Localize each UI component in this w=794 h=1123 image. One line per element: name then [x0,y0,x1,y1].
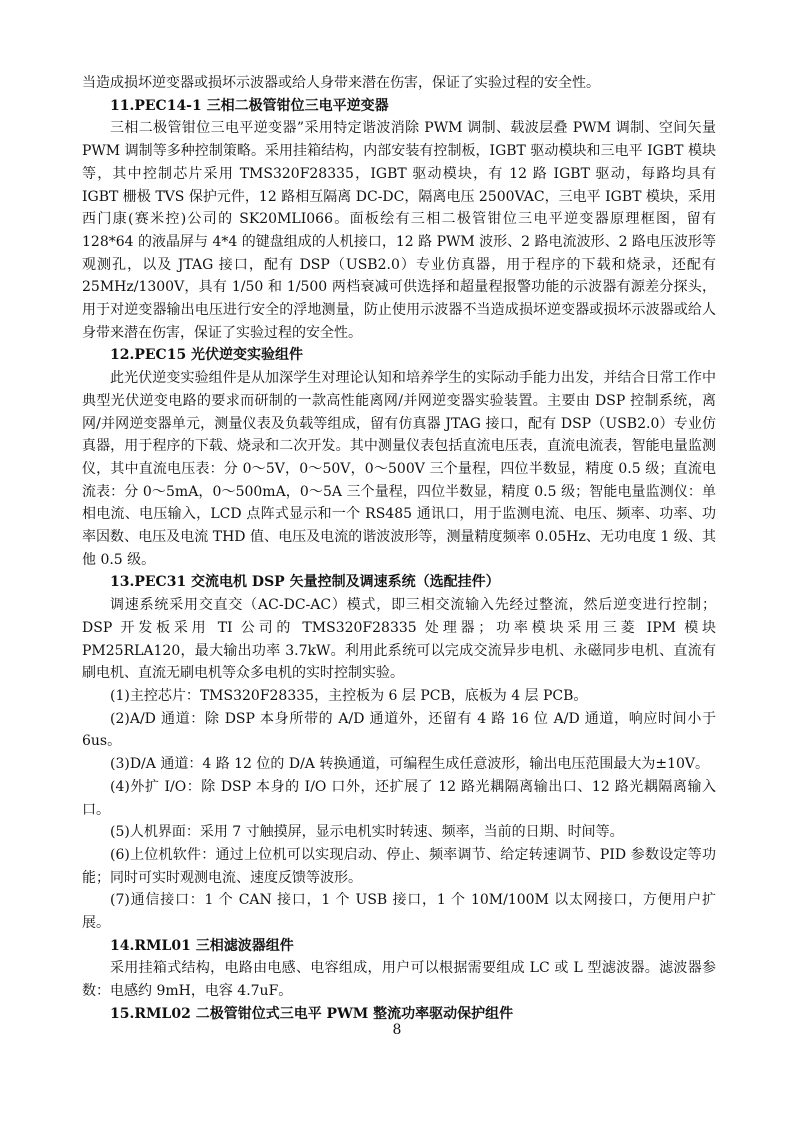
section-11-paragraph: 三相二极管钳位三电平逆变器”采用特定谐波消除 PWM 调制、载波层叠 PWM 调制、空间矢量 PWM 调制等多种控制策略。采用挂箱结构，内部安装有控制板，IGBT 驱动模块和三电平 IGBT 模块等，其中控制芯片采用 TMS320F28335，IGBT 驱动模块，有 12 路 IGBT 驱动，每路均具有 IGBT 栅极 TVS 保护元件，12 路相互隔离 DC-DC，隔离电压 2500VAC，三电平 IGBT 模块，采用西门康(赛米控)公司的 SK20MLI066。面板绘有三相二极管钳位三电平逆变器原理框图，留有 128*64 的液晶屏与 4*4 的键盘组成的人机接口，12 路 PWM 波形、2 路电流波形、2 路电压波形等观测孔，以及 JTAG 接口，配有 DSP（USB2.0）专业仿真器，用于程序的下载和烧录，还配有 25MHz/1300V，具有 1/50 和 1/500 两档衰减可供选择和超量程报警功能的示波器有源差分探头，用于对逆变器输出电压进行安全的浮地测量，防止使用示波器不当造成损坏逆变器或损坏示波器或给人身带来潜在伤害，保证了实验过程的安全性。 [82,120,716,341]
section-13-paragraph: 调速系统采用交直交（AC-DC-AC）模式，即三相交流输入先经过整流，然后逆变进行控制；DSP 开发板采用 TI 公司的 TMS320F28335 处理器；功率模块采用三菱 IPM 模块 PM25RLA120，最大输出功率 3.7kW。利用此系统可以完成交流异步电机、永磁同步电机、直流有刷电机、直流无刷电机等众多电机的实时控制实验。 [82,597,716,682]
section-14-heading: 14.RML01 三相滤波器组件 [110,937,294,954]
section-13-item-4: (4)外扩 I/O：除 DSP 本身的 I/O 口外，还扩展了 12 路光耦隔离输出口、12 路光耦隔离输入口。 [82,778,716,818]
document-body [82,72,716,1026]
section-13-item-5: (5)人机界面：采用 7 寸触摸屏，显示电机实时转速、频率，当前的日期、时间等。 [110,824,624,841]
section-13-item-3: (3)D/A 通道：4 路 12 位的 D/A 转换通道，可编程生成任意波形，输出电压范围最大为±10V。 [110,756,710,773]
section-13-heading: 13.PEC31 交流电机 DSP 矢量控制及调速系统（选配挂件） [110,574,500,591]
section-13-item-1: (1)主控芯片：TMS320F28335，主控板为 6 层 PCB，底板为 4 层 PCB。 [110,687,588,704]
section-11-heading: 11.PEC14-1 三相二极管钳位三电平逆变器 [110,97,389,114]
section-15-heading: 15.RML02 二极管钳位式三电平 PWM 整流功率驱动保护组件 [110,1005,514,1022]
section-13-item-7: (7)通信接口：1 个 CAN 接口，1 个 USB 接口，1 个 10M/100M 以太网接口，方便用户扩展。 [82,892,716,932]
section-12-heading: 12.PEC15 光伏逆变实验组件 [110,347,304,364]
section-13-item-2: (2)A/D 通道：除 DSP 本身所带的 A/D 通道外，还留有 4 路 16 位 A/D 通道，响应时间小于 6us。 [82,710,716,750]
section-13-item-6: (6)上位机软件：通过上位机可以实现启动、停止、频率调节、给定转速调节、PID 参数设定等功能；同时可实时观测电流、速度反馈等波形。 [82,846,716,886]
section-12-paragraph: 此光伏逆变实验组件是从加深学生对理论认知和培养学生的实际动手能力出发，并结合日常工作中典型光伏逆变电路的要求而研制的一款高性能离网/并网逆变器实验装置。主要由 DSP 控制系统，离网/并网逆变器单元，测量仪表及负载等组成，留有仿真器 JTAG 接口，配有 DSP（USB2.0）专业仿真器，用于程序的下载、烧录和二次开发。其中测量仪表包括直流电压表，直流电流表，智能电量监测仪，其中直流电压表：分 0～5V，0～50V，0～500V 三个量程，四位半数显，精度 0.5 级；直流电流表：分 0～5mA，0～500mA，0～5A 三个量程，四位半数显，精度 0.5 级；智能电量监测仪：单相电流、电压输入，LCD 点阵式显示和一个 RS485 通讯口，用于监测电流、电压、频率、功率、功率因数、电压及电流 THD 值、电压及电流的谐波波形等，测量精度频率 0.05Hz、无功电度 1 级、其他 0.5 级。 [82,370,716,568]
page-number: 8 [392,1022,402,1038]
section-14-paragraph: 采用挂箱式结构，电路由电感、电容组成，用户可以根据需要组成 LC 或 L 型滤波器。滤波器参数：电感约 9mH，电容 4.7uF。 [82,960,716,1000]
intro-continuation: 当造成损坏逆变器或损坏示波器或给人身带来潜在伤害，保证了实验过程的安全性。 [82,75,600,91]
